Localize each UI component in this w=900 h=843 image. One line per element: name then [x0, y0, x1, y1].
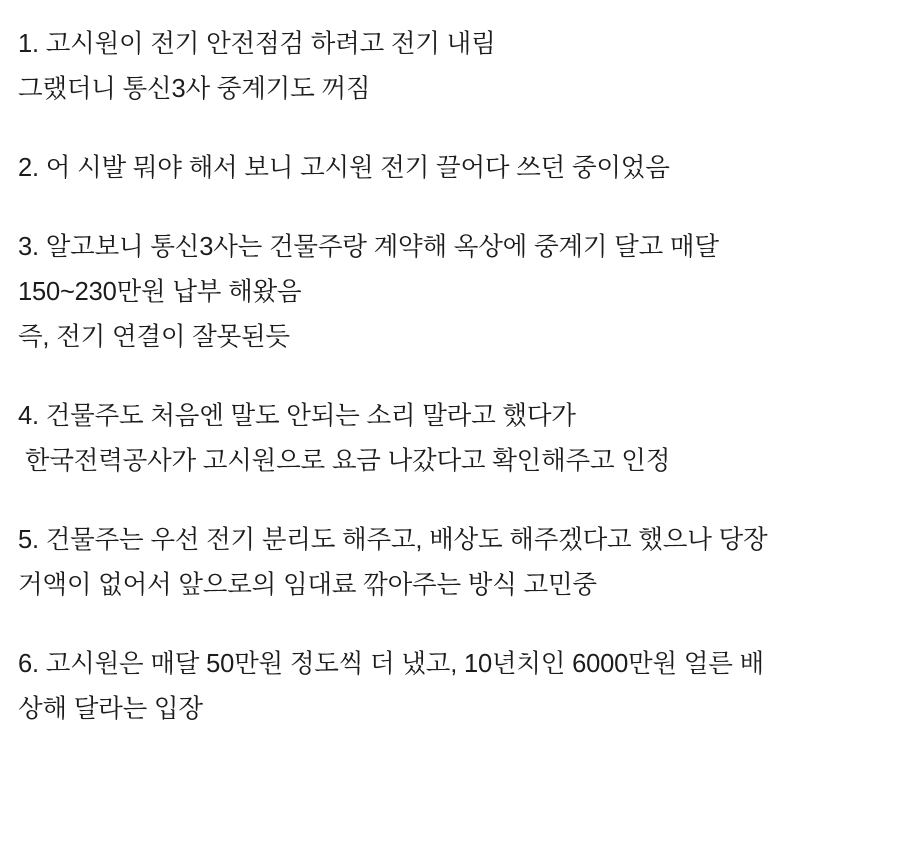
text-line: 상해 달라는 입장	[18, 695, 203, 723]
text-block-2	[18, 146, 882, 191]
text-line: 6. 고시원은 매달 50만원 정도씩 더 냈고, 10년치인 6000만원 얼른 배	[18, 650, 764, 678]
text-line: 5. 건물주는 우선 전기 분리도 해주고, 배상도 해주겠다고 했으나 당장	[18, 526, 768, 554]
text-line: 1. 고시원이 전기 안전점검 하려고 전기 내림	[18, 30, 496, 58]
text-line: 즉, 전기 연결이 잘못된듯	[18, 323, 290, 351]
text-block-6	[18, 642, 882, 732]
text-block-4	[18, 394, 882, 484]
text-line: 150~230만원 납부 해왔음	[18, 278, 302, 306]
text-line: 4. 건물주도 처음엔 말도 안되는 소리 말라고 했다가	[18, 402, 576, 430]
text-block-5	[18, 518, 882, 608]
text-line: 거액이 없어서 앞으로의 임대료 깎아주는 방식 고민중	[18, 571, 597, 599]
text-block-1	[18, 22, 882, 112]
text-block-3	[18, 225, 882, 360]
text-line: 한국전력공사가 고시원으로 요금 나갔다고 확인해주고 인정	[18, 447, 671, 475]
text-line: 3. 알고보니 통신3사는 건물주랑 계약해 옥상에 중계기 달고 매달	[18, 233, 719, 261]
text-line: 2. 어 시발 뭐야 해서 보니 고시원 전기 끌어다 쓰던 중이었음	[18, 154, 670, 182]
text-line: 그랬더니 통신3사 중계기도 꺼짐	[18, 75, 371, 103]
